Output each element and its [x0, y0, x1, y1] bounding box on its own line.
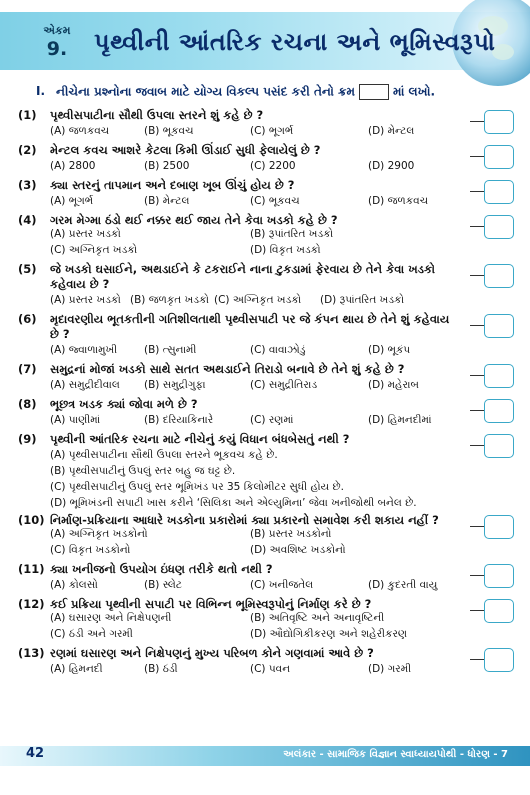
answer-pointer	[470, 575, 484, 576]
answer-option: (B) ઠંડી	[144, 663, 178, 675]
question-number: (1)	[18, 108, 37, 122]
question-item	[18, 108, 518, 141]
answer-option: (D) મહેરાબ	[368, 379, 419, 391]
answer-pointer	[470, 156, 484, 157]
answer-option: (A) સમુદ્રીદીવાલ	[50, 379, 120, 391]
book-title: અલંકાર - સામાજિક વિજ્ઞાન સ્વાધ્યાયપોથી - ધોરણ - 7	[283, 749, 508, 760]
answer-option: (B) જળકૃત ખડકો	[130, 294, 210, 306]
answer-option: (A) હિમનદી	[50, 663, 103, 675]
answer-option: (D) મેન્ટલ	[368, 125, 415, 137]
page-footer	[0, 742, 530, 770]
answer-option: (B) રૂપાંતરિત ખડકો	[250, 228, 334, 240]
instruction-text-after: માં લખો.	[392, 84, 436, 99]
answer-option: (C) 2200	[250, 160, 296, 172]
answer-option: (C) પવન	[250, 663, 291, 675]
answer-pointer	[470, 275, 484, 276]
answer-option: (C) વિકૃત ખડકોનો	[50, 544, 131, 556]
options-row	[18, 125, 518, 141]
answer-option: (C) અગ્નિકૃત ખડકો	[214, 294, 302, 306]
question-statement: મેન્ટલ કવચ આશરે કેટલા કિમી ઊંડાઈ સુધી ફેલાયેલું છે ?	[50, 143, 321, 157]
answer-option: (C) ભૂકવચ	[250, 195, 300, 207]
question-number: (3)	[18, 178, 37, 192]
answer-pointer	[470, 610, 484, 611]
question-statement: ભૂછત્ર ખડક ક્યાં જોવા મળે છે ?	[50, 397, 198, 411]
answer-pointer	[470, 659, 484, 660]
question-item	[18, 178, 518, 211]
question-item	[18, 397, 518, 430]
answer-pointer	[470, 121, 484, 122]
instruction-text-before: નીચેના પ્રશ્નોના જવાબ માટે યોગ્ય વિકલ્પ પસંદ કરી તેનો ક્રમ	[56, 84, 355, 99]
question-item	[18, 432, 518, 511]
answer-option: (B) 2500	[144, 160, 190, 172]
options-row	[18, 663, 518, 679]
statement-option: (B) પૃથ્વીસપાટીનું ઉપલું સ્તર બહુ જ ઘટ્ટ છે.	[50, 465, 236, 477]
options-row	[18, 344, 518, 360]
answer-option: (D) ઔદ્યોગિકીકરણ અને શહેરીકરણ	[250, 628, 408, 640]
options-row	[18, 379, 518, 395]
statement-option: (A) પૃથ્વીસપાટીના સૌથી ઉપલા સ્તરને ભૂકવચ કહે છે.	[50, 449, 278, 461]
answer-box[interactable]	[484, 264, 514, 288]
answer-option: (A) પાણીમાં	[50, 414, 101, 426]
question-statement: સમુદ્રનાં મોજાં ખડકો સાથે સતત અથડાઈને તિરાડો બનાવે છે તેને શું કહે છે ?	[50, 362, 405, 376]
question-statement: નિર્માણ-પ્રક્રિયાના આધારે ખડકોના પ્રકારોમાં ક્યા પ્રકારનો સમાવેશ કરી શકાય નહીં ?	[50, 513, 439, 527]
question-statement: રણમાં ઘસારણ અને નિક્ષેપણનું મુખ્ય પરિબળ કોને ગણવામાં આવે છે ?	[50, 646, 374, 660]
answer-option: (D) રૂપાંતરિત ખડકો	[320, 294, 405, 306]
question-statement: પૃથ્વીની આંતરિક રચના માટે નીચેનું કયું વિધાન બંધબેસતું નથી ?	[50, 432, 350, 446]
question-statement: જે ખડકો ઘસાઈને, અથડાઈને કે ટકરાઈને નાના ટુકડામાં ફેરવાય છે તેને કેવા ખડકો કહેવાય છે ?	[50, 262, 435, 291]
question-item	[18, 362, 518, 395]
question-number: (12)	[18, 597, 45, 611]
answer-option: (A) પ્રસ્તર ખડકો	[50, 228, 121, 240]
answer-option: (C) અગ્નિકૃત ખડકો	[50, 244, 138, 256]
answer-option: (B) ભૂકવચ	[144, 125, 194, 137]
question-item	[18, 143, 518, 176]
options-row	[18, 228, 518, 244]
options-row	[18, 195, 518, 211]
question-number: (6)	[18, 312, 37, 326]
question-number: (11)	[18, 562, 45, 576]
options-row	[18, 160, 518, 176]
question-number: (13)	[18, 646, 45, 660]
question-item	[18, 513, 518, 560]
answer-option: (A) જળકવચ	[50, 125, 110, 137]
question-item	[18, 597, 518, 644]
answer-option: (B) દરિયાકિનારે	[144, 414, 214, 426]
question-text	[18, 513, 518, 528]
question-number: (10)	[18, 513, 45, 527]
question-text	[18, 362, 518, 377]
question-text	[18, 432, 518, 447]
answer-option: (A) પ્રસ્તર ખડકો	[50, 294, 121, 306]
answer-option: (C) વાવાઝોડું	[250, 344, 306, 356]
unit-word: એકમ	[43, 24, 71, 37]
answer-option: (C) ખનીજતેલ	[250, 579, 314, 591]
question-statement: ક્યા ખનીજનો ઉપયોગ ઇંધણ તરીકે થતો નથી ?	[50, 562, 273, 576]
question-number: (9)	[18, 432, 37, 446]
answer-option: (D) વિકૃત ખડકો	[250, 244, 321, 256]
answer-option: (C) રણમાં	[250, 414, 294, 426]
question-item	[18, 312, 518, 360]
question-text	[18, 397, 518, 412]
answer-option: (D) ભૂકંપ	[368, 344, 411, 356]
answer-pointer	[470, 325, 484, 326]
question-text	[18, 108, 518, 123]
question-text	[18, 562, 518, 577]
question-text	[18, 178, 518, 193]
statement-option: (C) પૃથ્વીસપાટીનું ઉપલું સ્તર ભૂમિખંડ પર 35 કિલોમીટર સુધી હોય છે.	[50, 481, 344, 493]
worksheet-content	[18, 84, 518, 681]
question-number: (8)	[18, 397, 37, 411]
question-item	[18, 562, 518, 595]
question-item	[18, 213, 518, 260]
chapter-title: પૃથ્વીની આંતરિક રચના અને ભૂમિસ્વરૂપો	[94, 28, 496, 56]
options-row	[18, 528, 518, 544]
instruction	[18, 84, 518, 102]
answer-pointer	[470, 191, 484, 192]
question-text	[18, 213, 518, 228]
answer-option: (D) અવશિષ્ટ ખડકોનો	[250, 544, 346, 556]
question-statement: પૃથ્વીસપાટીના સૌથી ઉપલા સ્તરને શું કહે છે ?	[50, 108, 264, 122]
answer-option: (B) મેન્ટલ	[144, 195, 190, 207]
answer-option: (B) સમુદ્રીગુફા	[144, 379, 206, 391]
answer-option: (D) જળકવચ	[368, 195, 429, 207]
answer-box[interactable]	[484, 314, 514, 338]
options-row	[18, 414, 518, 430]
question-text	[18, 262, 518, 292]
answer-box[interactable]	[484, 434, 514, 458]
answer-option: (C) સમુદ્રીતિરાડ	[250, 379, 318, 391]
answer-option: (A) ભૂગર્ભ	[50, 195, 94, 207]
question-number: (4)	[18, 213, 37, 227]
question-text	[18, 597, 518, 612]
statement-option: (D) ભૂમિખંડની સપાટી ખાસ કરીને ‘સિલિકા અને એલ્યુમિના’ જેવા ખનીજોથી બનેલ છે.	[50, 497, 417, 509]
question-statement: કઈ પ્રક્રિયા પૃથ્વીની સપાટી પર વિભિન્ન ભૂમિસ્વરૂપોનું નિર્માણ કરે છે ?	[50, 597, 372, 611]
answer-option: (A) જ્વાળામુખી	[50, 344, 118, 356]
options-row	[18, 244, 518, 260]
answer-box-sample	[359, 84, 389, 100]
question-text	[18, 646, 518, 661]
answer-option: (C) ભૂગર્ભ	[250, 125, 294, 137]
answer-option: (C) ઠંડી અને ગરમી	[50, 628, 133, 640]
answer-option: (A) અગ્નિકૃત ખડકોનો	[50, 528, 148, 540]
answer-option: (D) 2900	[368, 160, 415, 172]
question-statement: ગરમ મેગ્મા ઠંડો થઈ નક્કર થઈ જાય તેને કેવા ખડકો કહે છે ?	[50, 213, 338, 227]
options-row	[18, 294, 518, 310]
unit-label	[28, 24, 86, 64]
options-row	[18, 544, 518, 560]
question-item	[18, 646, 518, 679]
answer-option: (A) 2800	[50, 160, 96, 172]
question-text	[18, 312, 518, 342]
question-number: (5)	[18, 262, 37, 276]
answer-option: (B) સ્લેટ	[144, 579, 182, 591]
answer-pointer	[470, 410, 484, 411]
options-row	[18, 628, 518, 644]
unit-number: 9.	[46, 38, 68, 60]
question-item	[18, 262, 518, 310]
options-row	[18, 612, 518, 628]
question-statement: મૃદાવરણીય ભૂતકતીની ગતિશીલતાથી પૃથ્વીસપાટી પર જે કંપન થાય છે તેને શું કહેવાય છે ?	[50, 312, 450, 341]
answer-pointer	[470, 226, 484, 227]
answer-option: (B) પ્રસ્તર ખડકોનો	[250, 528, 332, 540]
answer-pointer	[470, 445, 484, 446]
options-row	[18, 579, 518, 595]
instruction-text	[56, 84, 435, 100]
question-number: (7)	[18, 362, 37, 376]
page-number: 42	[26, 746, 45, 761]
instruction-number: I.	[36, 84, 46, 98]
answer-pointer	[470, 375, 484, 376]
question-list	[18, 108, 518, 679]
answer-option: (D) ગરમી	[368, 663, 412, 675]
answer-option: (D) હિમનદીમાં	[368, 414, 432, 426]
question-text	[18, 143, 518, 158]
answer-option: (A) કોલસો	[50, 579, 98, 591]
answer-pointer	[470, 526, 484, 527]
chapter-header	[0, 0, 530, 82]
answer-option: (A) ઘસારણ અને નિક્ષેપણની	[50, 612, 172, 624]
question-number: (2)	[18, 143, 37, 157]
answer-option: (B) ત્સુનામી	[144, 344, 197, 356]
answer-option: (D) કુદરતી વાયુ	[368, 579, 438, 591]
answer-option: (B) અતિવૃષ્ટિ અને અનાવૃષ્ટિની	[250, 612, 385, 624]
question-statement: ક્યા સ્તરનું તાપમાન અને દબાણ ખૂબ ઊંચું હોય છે ?	[50, 178, 295, 192]
